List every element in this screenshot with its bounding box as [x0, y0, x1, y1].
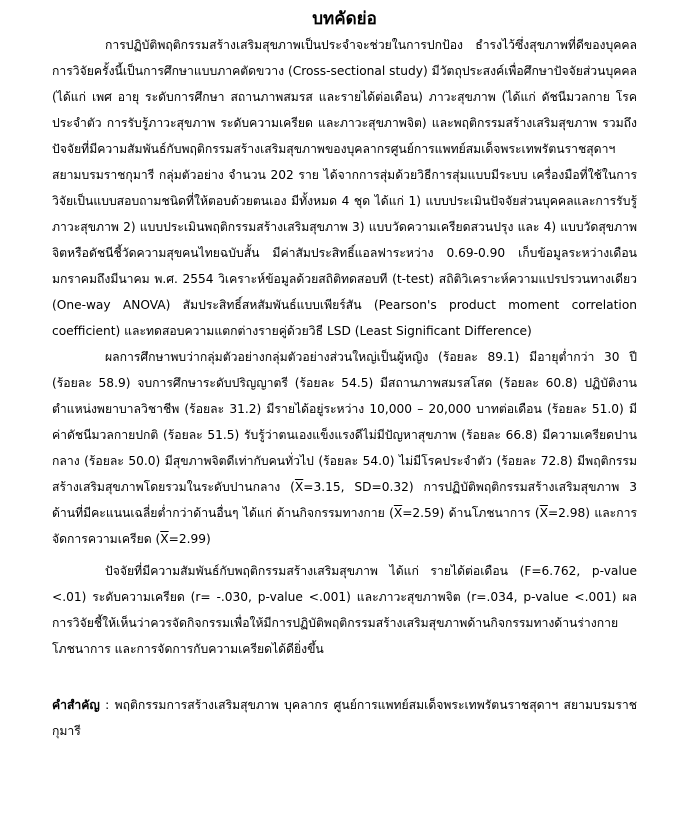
abstract-paragraph-3: ปัจจัยที่มีความสัมพันธ์กับพฤติกรรมสร้างเสริมสุขภาพ ได้แก่ รายได้ต่อเดือน (F=6.762, p-value <.01) ระดับความเครียด (r= -.030, p-value <.001) และภาวะสุขภาพจิต (r=.034, p-value <.001) ผลการวิจัยชี้ให้เห็นว่าควรจัดกิจกรรมเพื่อให้มีการปฏิบัติพฤติกรรมสร้างเสริมสุขภาพด้านกิจกรรมทางด้านร่างกาย โภชนาการ และการจัดการกับความเครียดได้ดียิ่งขึ้น	[52, 564, 637, 656]
results-text-part-5: =2.99)	[168, 532, 211, 546]
results-text-part-3: =2.59) ด้านโภชนาการ (	[402, 506, 540, 520]
keywords-line	[52, 692, 637, 744]
mean-symbol: $\overline{X}$	[393, 506, 403, 520]
abstract-paragraph-1: การปฏิบัติพฤติกรรมสร้างเสริมสุขภาพเป็นประจำจะช่วยในการปกป้อง ธำรงไว้ซึ่งสุขภาพที่ดีของบุคคล การวิจัยครั้งนี้เป็นการศึกษาแบบภาคตัดขวาง (Cross-sectional study) มีวัตถุประสงค์เพื่อศึกษาปัจจัยส่วนบุคคล (ได้แก่ เพศ อายุ ระดับการศึกษา สถานภาพสมรส และรายได้ต่อเดือน) ภาวะสุขภาพ (ได้แก่ ดัชนีมวลกาย โรคประจำตัว การรับรู้ภาวะสุขภาพ ระดับความเครียด และภาวะสุขภาพจิต) และพฤติกรรมสร้างเสริมสุขภาพ รวมถึงปัจจัยที่มีความสัมพันธ์กับพฤติกรรมสร้างเสริมสุขภาพของบุคลากรศูนย์การแพทย์สมเด็จพระเทพรัตนราชสุดาฯ สยามบรมราชกุมารี กลุ่มตัวอย่าง จำนวน 202 ราย ได้จากการสุ่มด้วยวิธีการสุ่มแบบมีระบบ เครื่องมือที่ใช้ในการวิจัยเป็นแบบสอบถามชนิดที่ให้ตอบด้วยตนเอง มีทั้งหมด 4 ชุด ได้แก่ 1) แบบประเมินปัจจัยส่วนบุคคลและการรับรู้ภาวะสุขภาพ 2) แบบประเมินพฤติกรรมสร้างเสริมสุขภาพ 3) แบบวัดความเครียดสวนปรุง และ 4) แบบวัดสุขภาพจิตหรือดัชนีชี้วัดความสุขคนไทยฉบับสั้น มีค่าสัมประสิทธิ์แอลฟาระหว่าง 0.69-0.90 เก็บข้อมูลระหว่างเดือนมกราคมถึงมีนาคม พ.ศ. 2554 วิเคราะห์ข้อมูลด้วยสถิติทดสอบที (t-test) สถิติวิเคราะห์ความแปรปรวนทางเดียว (One-way ANOVA) สัมประสิทธิ์สหสัมพันธ์แบบเพียร์สัน (Pearson's product moment correlation coefficient) และทดสอบความแตกต่างรายคู่ด้วยวิธี LSD (Least Significant Difference)	[52, 38, 637, 338]
keywords-label: คำสำคัญ	[52, 698, 100, 712]
mean-symbol: $\overline{X}$	[294, 480, 304, 494]
keywords-text: พฤติกรรมการสร้างเสริมสุขภาพ บุคลากร ศูนย์การแพทย์สมเด็จพระเทพรัตนราชสุดาฯ สยามบรมราชกุมารี	[52, 698, 637, 738]
mean-symbol: $\overline{X}$	[539, 506, 548, 520]
abstract-paragraph-2	[52, 344, 637, 552]
keywords-separator: :	[99, 698, 115, 712]
abstract-page	[52, 6, 637, 744]
page-title: บทคัดย่อ	[312, 9, 377, 29]
results-text-part-4: =2.98) และการจัดการความเครียด (	[52, 506, 637, 546]
results-text-part-2: =3.15, SD=0.32) การปฏิบัติพฤติกรรมสร้างเสริมสุขภาพ 3 ด้านที่มีคะแนนเฉลี่ยต่ำกว่าด้านอื่นๆ ได้แก่ ด้านกิจกรรมทางกาย (	[52, 480, 637, 520]
results-text-part-1: ผลการศึกษาพบว่ากลุ่มตัวอย่างกลุ่มตัวอย่างส่วนใหญ่เป็นผู้หญิง (ร้อยละ 89.1) มีอายุต่ำกว่า 30 ปี (ร้อยละ 58.9) จบการศึกษาระดับปริญญาตรี (ร้อยละ 54.5) มีสถานภาพสมรสโสด (ร้อยละ 60.8) ปฏิบัติงานตำแหน่งพยาบาลวิชาชีพ (ร้อยละ 31.2) มีรายได้อยู่ระหว่าง 10,000 – 20,000 บาทต่อเดือน (ร้อยละ 51.0) มีค่าดัชนีมวลกายปกติ (ร้อยละ 51.5) รับรู้ว่าตนเองแข็งแรงดีไม่มีปัญหาสุขภาพ (ร้อยละ 66.8) มีความเครียดปานกลาง (ร้อยละ 50.0) มีสุขภาพจิตดีเท่ากับคนทั่วไป (ร้อยละ 54.0) ไม่มีโรคประจำตัว (ร้อยละ 72.8) มีพฤติกรรมสร้างเสริมสุขภาพโดยรวมในระดับปานกลาง (	[52, 350, 637, 494]
mean-symbol: $\overline{X}$	[160, 532, 169, 546]
